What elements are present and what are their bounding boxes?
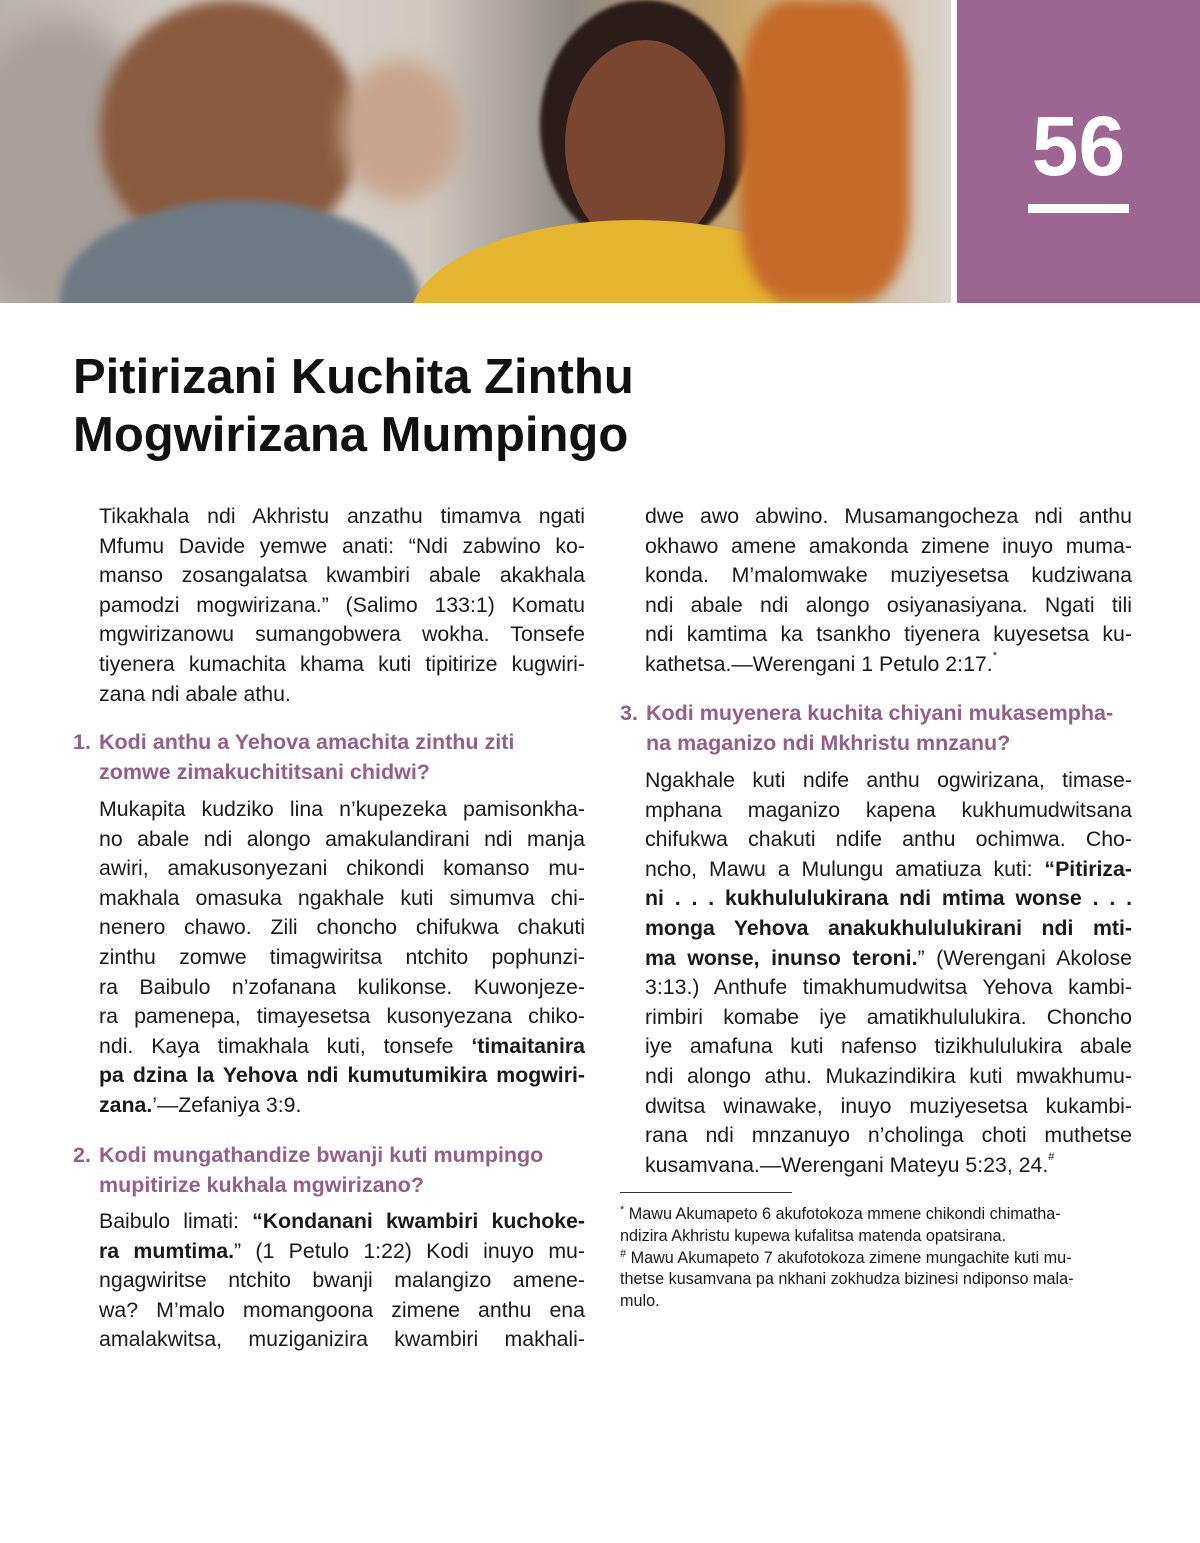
scripture-quote: ma wonse, inunso teroni. — [645, 945, 918, 970]
question-1 — [73, 728, 514, 787]
text-line: rana ndi mnzanuyo n’cholinga choti muthetse — [645, 1123, 1132, 1148]
question-2 — [73, 1141, 543, 1200]
section-3-body — [645, 766, 1132, 1180]
text-line: mgwirizanowu sumangobwera wokha. Tonsefe — [99, 622, 585, 647]
text-line: ndi abale ndi alongo osiyanasiyana. Ngati tili — [645, 592, 1132, 617]
text-line: dwe awo abwino. Musamangocheza ndi anthu — [645, 504, 1132, 528]
text-segment: ” (Werengani Akolose — [917, 945, 1132, 970]
question-text: Kodi muyenera kuchita chiyani mukasempha- — [646, 701, 1114, 725]
lesson-number-underline — [1028, 204, 1129, 213]
text-line — [99, 1237, 585, 1267]
text-line: konda. M’malomwake muziyesetsa kudziwana — [645, 563, 1132, 588]
text-line: awiri, amakusonyezani chikondi komanso mu- — [99, 856, 585, 881]
text-line: mulo. — [620, 1292, 660, 1311]
text-line: zinthu zomwe timagwiritsa ntchito pophunzi- — [99, 944, 585, 969]
text-line: pamodzi mogwirizana.” (Salimo 133:1) Komatu — [99, 592, 585, 617]
text-line — [645, 914, 1132, 944]
text-line — [645, 650, 1132, 680]
text-line — [99, 1061, 585, 1091]
question-text: zomwe zimakuchititsani chidwi? — [99, 759, 430, 784]
text-line: manso zosangalatsa kwambiri abale akakhala — [99, 563, 585, 588]
question-text: Kodi anthu a Yehova amachita zinthu ziti — [99, 730, 515, 754]
scripture-quote: “Kondanani kwambiri kuchoke- — [252, 1209, 585, 1233]
text-line: thetse kusamvana pa nkhani zokhudza bizinesi ndiponso mala- — [620, 1270, 1074, 1289]
text-line — [99, 1207, 585, 1237]
text-line: ndi kamtima ka tsankho tiyenera kuyesetsa ku- — [645, 622, 1132, 647]
text-segment: kathetsa.—Werengani 1 Petulo 2:17. — [645, 651, 993, 676]
text-line: Ngakhale kuti ndife anthu ogwirizana, timase- — [645, 768, 1132, 792]
text-line: 3:13.) Anthufe timakhumudwitsa Yehova kambi- — [645, 975, 1132, 1000]
text-segment: Baibulo limati: — [99, 1209, 253, 1233]
text-line: ndizira Akhristu kupewa kufalitsa matenda opatsirana. — [620, 1226, 1007, 1245]
scripture-quote: ‘timaitanira — [471, 1033, 585, 1058]
section-2-body — [99, 1207, 585, 1355]
footnote-marker[interactable]: * — [992, 649, 997, 662]
footnote-divider — [620, 1192, 792, 1193]
footnotes — [620, 1204, 1130, 1313]
scripture-quote: pa dzina la Yehova ndi kumutumikira mogwiri- — [99, 1063, 585, 1088]
header-photo — [0, 0, 951, 303]
text-segment: ncho, Mawu a Mulungu amatiuza kuti: — [645, 856, 1045, 881]
text-line: tiyenera kumachita khama kuti tipitirize kugwiri- — [99, 651, 585, 676]
lesson-number: 56 — [1031, 99, 1126, 193]
text-line — [645, 1151, 1132, 1181]
question-text: Kodi mungathandize bwanji kuti mumpingo — [99, 1143, 544, 1167]
question-3 — [620, 699, 1113, 758]
text-line: makhala omasuka ngakhale kuti simumva chi- — [99, 885, 585, 910]
text-line: zana ndi abale athu. — [99, 681, 291, 706]
text-line: chifukwa chakuti ndife anthu ochimwa. Cho- — [645, 827, 1132, 852]
text-line: ngagwiritse ntchito bwanji malangizo amene- — [99, 1268, 585, 1293]
text-segment: Mawu Akumapeto 6 akufotokoza mmene chikondi chimatha- — [624, 1205, 1061, 1223]
question-number: 1. — [73, 730, 91, 754]
scripture-quote: monga Yehova anakukhululukirani ndi mti- — [645, 915, 1132, 940]
section-2-body-continued — [645, 502, 1132, 680]
text-line: iye amafuna kuti nafenso tizikhululukira abale — [645, 1034, 1132, 1059]
question-text: mupitirize kukhala mgwirizano? — [99, 1172, 424, 1197]
scripture-quote: zana. — [99, 1092, 153, 1117]
text-line: okhawo amene amakonda zimene inuyo muma- — [645, 533, 1132, 558]
text-segment: ’—Zefaniya 3:9. — [152, 1092, 302, 1117]
text-segment: kusamvana.—Werengani Mateyu 5:23, 24. — [645, 1152, 1049, 1177]
text-line: mphana maganizo kapena kukhumudwitsana — [645, 797, 1132, 822]
intro-paragraph — [99, 502, 585, 709]
text-line — [620, 1248, 1130, 1270]
text-line: amalakwitsa, muziganizira kwambiri makhali- — [99, 1327, 585, 1352]
text-segment: ” (1 Petulo 1:22) Kodi inuyo mu- — [234, 1238, 585, 1263]
footnote-marker[interactable]: # — [620, 1247, 627, 1260]
question-text: na maganizo ndi Mkhristu mnzanu? — [646, 730, 1011, 755]
page-title — [73, 348, 634, 464]
text-line: no abale ndi alongo amakulandirani ndi manja — [99, 826, 585, 851]
lesson-number-badge — [957, 0, 1200, 303]
text-line: dwitsa winawake, inuyo muziyesetsa kukambi- — [645, 1093, 1132, 1118]
scripture-quote: ra mumtima. — [99, 1238, 235, 1263]
text-line: ra pamenepa, timayesetsa kusonyezana chiko- — [99, 1004, 585, 1029]
text-line — [620, 1204, 1130, 1226]
text-line: ndi alongo athu. Mukazindikira kuti mwakhumu- — [645, 1063, 1132, 1088]
title-line: Pitirizani Kuchita Zinthu — [73, 350, 634, 404]
text-segment: ndi. Kaya timakhala kuti, tonsefe — [99, 1033, 472, 1058]
text-line — [645, 855, 1132, 885]
text-line — [99, 1091, 585, 1121]
text-line: nenero chawo. Zili choncho chifukwa chakuti — [99, 915, 585, 940]
text-line — [645, 944, 1132, 974]
footnote-marker[interactable]: # — [1048, 1150, 1055, 1163]
scripture-quote: ni . . . kukhululukirana ndi mtima wonse . . . — [645, 886, 1132, 911]
footnote-marker[interactable]: * — [620, 1204, 625, 1216]
text-line — [645, 884, 1132, 914]
text-line: ra Baibulo n’zofanana kulikonse. Kuwonjeze- — [99, 974, 585, 999]
text-line: wa? M’malo momangoona zimene anthu ena — [99, 1297, 585, 1322]
scripture-quote: “Pitiriza- — [1044, 856, 1132, 881]
text-segment: Mawu Akumapeto 7 akufotokoza zimene mungachite kuti mu- — [626, 1248, 1072, 1267]
question-number: 3. — [620, 701, 638, 725]
text-line: Tikakhala ndi Akhristu anzathu timamva ngati — [99, 504, 585, 528]
section-1-body — [99, 795, 585, 1121]
question-number: 2. — [73, 1143, 91, 1167]
text-line: Mfumu Davide yemwe anati: “Ndi zabwino ko- — [99, 533, 585, 558]
text-line: rimbiri komabe iye amatikhululukira. Choncho — [645, 1004, 1132, 1029]
text-line — [99, 1032, 585, 1062]
text-line: Mukapita kudziko lina n’kupezeka pamisonkha- — [99, 797, 585, 821]
title-line: Mogwirizana Mumpingo — [73, 408, 629, 462]
